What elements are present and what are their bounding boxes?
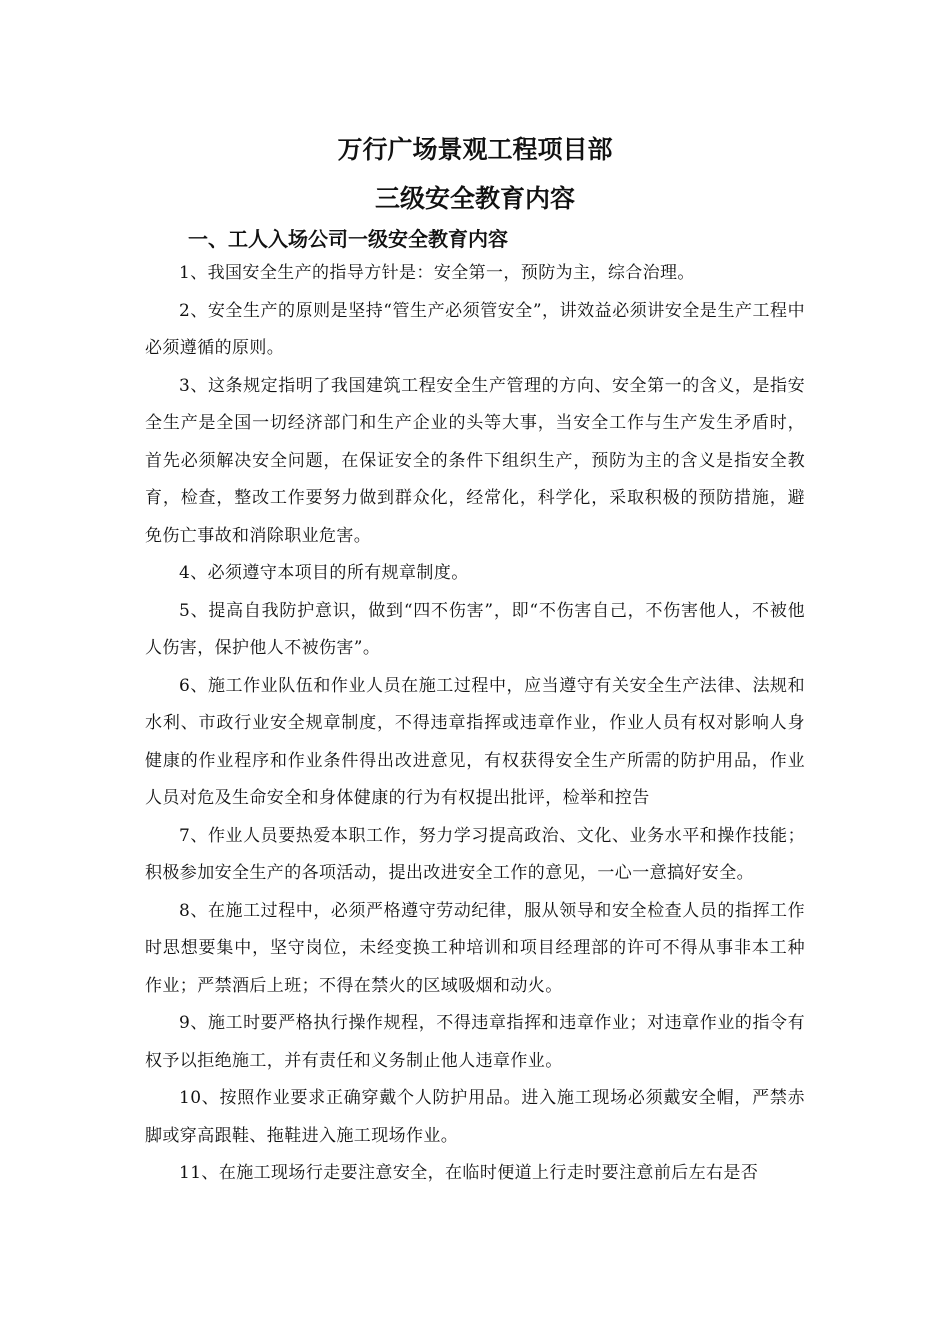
paragraph-6: 6、施工作业队伍和作业人员在施工过程中，应当遵守有关安全生产法律、法规和水利、市政行业安全规章制度，不得违章指挥或违章作业，作业人员有权对影响人身健康的作业程序和作业条件得出改进意见，有权获得安全生产所需的防护用品，作业人员对危及生命安全和身体健康的行为有权提出批评，检举和控告 xyxy=(145,675,805,808)
paragraph-3: 3、这条规定指明了我国建筑工程安全生产管理的方向、安全第一的含义，是指安全生产是全国一切经济部门和生产企业的头等大事，当安全工作与生产发生矛盾时，首先必须解决安全问题，在保证安全的条件下组织生产，预防为主的含义是指安全教育，检查，整改工作要努力做到群众化，经常化，科学化，采取积极的预防措施，避免伤亡事故和消除职业危害。 xyxy=(145,375,805,546)
document-title: 万行广场景观工程项目部 xyxy=(337,135,613,164)
document-subtitle: 三级安全教育内容 xyxy=(374,184,575,213)
paragraph-7: 7、作业人员要热爱本职工作，努力学习提高政治、文化、业务水平和操作技能；积极参加安全生产的各项活动，提出改进安全工作的意见，一心一意搞好安全。 xyxy=(145,825,805,883)
paragraph-1: 1、我国安全生产的指导方针是：安全第一，预防为主，综合治理。 xyxy=(179,263,695,283)
section-heading: 一、工人入场公司一级安全教育内容 xyxy=(188,227,508,251)
paragraph-8: 8、在施工过程中，必须严格遵守劳动纪律，服从领导和安全检查人员的指挥工作时思想要集中，坚守岗位，未经变换工种培训和项目经理部的许可不得从事非本工种作业；严禁酒后上班；不得在禁火的区域吸烟和动火。 xyxy=(145,900,805,996)
paragraph-5: 5、提高自我防护意识，做到“四不伤害”，即“不伤害自己，不伤害他人，不被他人伤害，保护他人不被伤害”。 xyxy=(145,600,805,658)
paragraph-2: 2、安全生产的原则是坚持“管生产必须管安全”，讲效益必须讲安全是生产工程中必须遵循的原则。 xyxy=(145,300,805,358)
body-text xyxy=(145,255,805,1193)
paragraph-9: 9、施工时要严格执行操作规程，不得违章指挥和违章作业；对违章作业的指令有权予以拒绝施工，并有责任和义务制止他人违章作业。 xyxy=(145,1013,805,1071)
paragraph-10: 10、按照作业要求正确穿戴个人防护用品。进入施工现场必须戴安全帽，严禁赤脚或穿高跟鞋、拖鞋进入施工现场作业。 xyxy=(145,1088,805,1146)
paragraph-11: 11、在施工现场行走要注意安全，在临时便道上行走时要注意前后左右是否 xyxy=(179,1163,759,1183)
paragraph-4: 4、必须遵守本项目的所有规章制度。 xyxy=(179,563,469,583)
